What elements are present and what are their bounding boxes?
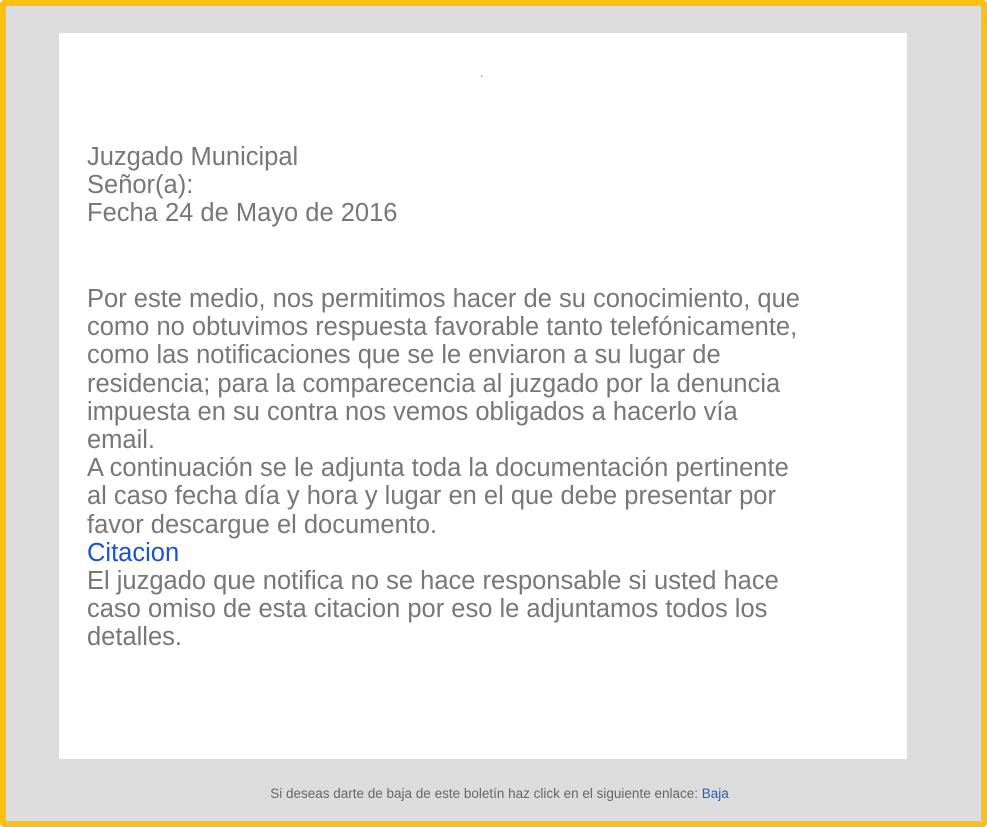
body-line: residencia; para la comparecencia al juzgado por la denuncia [87, 369, 781, 398]
body-line: email. [87, 426, 156, 455]
body-line: detalles. [87, 623, 182, 652]
citacion-link[interactable]: Citacion [87, 538, 180, 567]
header-dot: . [480, 66, 484, 80]
body-line: El juzgado que notifica no se hace responsable si usted hace [87, 567, 779, 596]
unsubscribe-link[interactable]: Baja [701, 786, 729, 801]
salutation: Señor(a): [87, 171, 194, 199]
letter-date: Fecha 24 de Mayo de 2016 [87, 199, 398, 227]
body-line: como las notificaciones que se le enviaron a su lugar de [87, 341, 721, 370]
unsubscribe-text: Si deseas darte de baja de este boletín haz click en el siguiente enlace: [270, 786, 702, 801]
paragraph-attachment [87, 454, 887, 539]
email-card [59, 33, 907, 759]
court-name: Juzgado Municipal [87, 143, 299, 171]
body-line: como no obtuvimos respuesta favorable tanto telefónicamente, [87, 313, 798, 342]
paragraph-notice [87, 285, 887, 454]
body-line: caso omiso de esta citacion por eso le adjuntamos todos los [87, 595, 768, 624]
unsubscribe-footer [6, 785, 987, 803]
paragraph-disclaimer [87, 567, 887, 652]
letter-header [87, 143, 397, 227]
body-line: Por este medio, nos permitimos hacer de su conocimiento, que [87, 285, 800, 313]
body-line: favor descargue el documento. [87, 510, 438, 539]
body-line: A continuación se le adjunta toda la documentación pertinente [87, 454, 789, 483]
body-line: al caso fecha día y hora y lugar en el que debe presentar por [87, 482, 776, 511]
body-line: impuesta en su contra nos vemos obligados a hacerlo vía [87, 397, 738, 426]
letter-body [87, 285, 887, 652]
